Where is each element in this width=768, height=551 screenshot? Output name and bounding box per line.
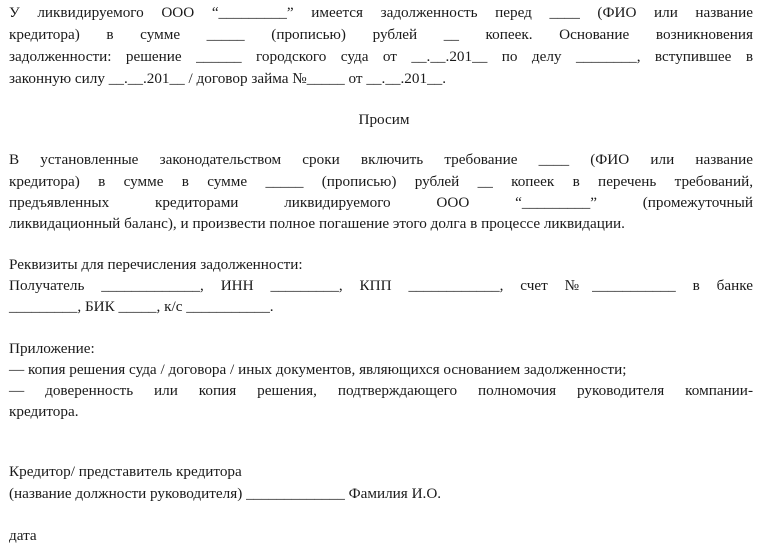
requisites-line-1: Получатель _____________, ИНН _________, КПП ____________, счет №___________ в банке: [9, 277, 753, 294]
attachment-item-2-cont: кредитора.: [9, 403, 79, 420]
attachment-item-2: — доверенность или копия решения, подтверждающего полномочия руководителя компании-: [9, 382, 753, 399]
requisites-heading: Реквизиты для перечисления задолженности:: [9, 256, 303, 273]
signature-position-line: (название должности руководителя) _____________ Фамилия И.О.: [9, 485, 442, 502]
request-heading: Просим: [358, 111, 410, 128]
requisites-line-2: _________, БИК _____, к/с ___________.: [9, 298, 274, 315]
intro-line-1: У ликвидируемого ООО “_________” имеется задолженность перед ____ (ФИО или название: [9, 4, 753, 21]
intro-line-3: задолженности: решение ______ городского суда от __.__.201__ по делу ________, вступившее в: [9, 48, 753, 65]
signature-creditor-label: Кредитор/ представитель кредитора: [9, 463, 242, 480]
request-line-2: кредитора) в сумме в сумме _____ (прописью) рублей __ копеек в перечень требований,: [9, 173, 753, 190]
intro-line-4: законную силу __.__.201__ / договор займа №_____ от __.__.201__.: [9, 70, 447, 87]
request-line-4: ликвидационный баланс), и произвести полное погашение этого долга в процессе ликвидации.: [9, 215, 625, 232]
attachments-heading: Приложение:: [9, 340, 95, 357]
intro-line-2: кредитора) в сумме _____ (прописью) рублей __ копеек. Основание возникновения: [9, 26, 753, 43]
request-line-3: предъявленных кредиторами ликвидируемого ООО “_________” (промежуточный: [9, 194, 753, 211]
date-label: дата: [9, 527, 37, 544]
attachment-item-1: — копия решения суда / договора / иных документов, являющихся основанием задолженности;: [9, 361, 627, 378]
request-line-1: В установленные законодательством сроки включить требование ____ (ФИО или название: [9, 151, 753, 168]
